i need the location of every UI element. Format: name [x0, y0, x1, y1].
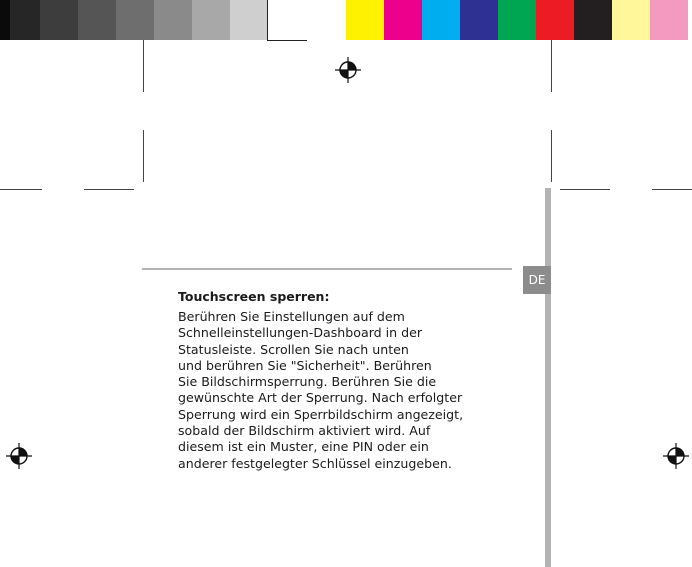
swatch-white — [268, 0, 306, 40]
swatch-cyan — [422, 0, 460, 40]
swatch-light-magenta — [650, 0, 688, 40]
section-divider — [142, 268, 512, 270]
swatch-magenta — [384, 0, 422, 40]
swatch-spacer — [306, 0, 346, 40]
swatch-green — [498, 0, 536, 40]
swatch-gray-20 — [230, 0, 268, 40]
section-body: Berühren Sie Einstellungen auf dem Schnelleinstellungen-Dashboard in der Statusleiste. Scrollen Sie nach unten und berühren Sie "Sicherheit". Berühren Sie Bildschirmsperrung. Berühren Sie die gewünschte Art der Sperrung. Nach erfolgter Sperrung wird ein Sperrbildschirm angezeigt, sobald der Bildschirm aktiviert wird. Auf diesem ist ein Muster, eine PIN oder ein anderer festgelegter Schlüssel einzugeben. — [178, 309, 464, 471]
swatch-gray-90 — [10, 0, 40, 40]
registration-mark-top-icon — [335, 57, 361, 83]
language-tab: DE — [523, 266, 551, 294]
crop-mark-right-horizontal-b — [652, 189, 692, 190]
swatch-gray-40 — [192, 0, 230, 40]
swatch-light-yellow — [612, 0, 650, 40]
swatch-red — [536, 0, 574, 40]
registration-mark-left-icon — [6, 443, 32, 469]
instruction-section — [178, 289, 548, 472]
swatch-blue — [460, 0, 498, 40]
swatch-yellow — [346, 0, 384, 40]
swatch-gray-50 — [154, 0, 192, 40]
crop-mark-left-horizontal-b — [84, 189, 134, 190]
crop-mark-right-vertical — [551, 130, 552, 182]
section-heading: Touchscreen sperren: — [178, 289, 330, 304]
color-calibration-bar — [0, 0, 688, 40]
swatch-rich-black — [574, 0, 612, 40]
swatch-gray-60 — [116, 0, 154, 40]
swatch-gray-70 — [78, 0, 116, 40]
registration-mark-right-icon — [663, 443, 689, 469]
swatch-black — [0, 0, 10, 40]
crop-mark-top-right — [551, 40, 552, 92]
crop-mark-right-horizontal-a — [560, 189, 610, 190]
crop-mark-top-left — [143, 40, 144, 92]
crop-mark-left-vertical — [143, 130, 144, 182]
crop-mark-left-horizontal-a — [0, 189, 42, 190]
swatch-gray-80 — [40, 0, 78, 40]
